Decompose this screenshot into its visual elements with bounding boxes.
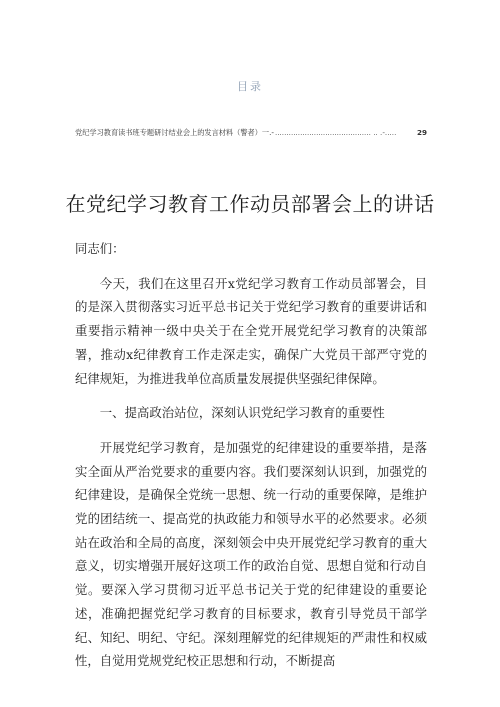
- salutation: 同志们：: [75, 241, 125, 256]
- document-body: [75, 237, 427, 673]
- section-paragraph: 开展党纪学习教育，是加强党的纪律建设的重要举措，是落实全面从严治党要求的重要内容。我们要深刻认识到，加强党的纪律建设，是确保全党统一思想、统一行动的重要保障，是维护党的团结统一、提高党的执政能力和领导水平的必然要求。必须站在政治和全局的高度，深刻领会中央开展党纪学习教育的重大意义，切实增强开展好这项工作的政治自觉、思想自觉和行动自觉。要深入学习贯彻习近平总书记关于党的纪律建设的重要论述，准确把握党纪学习教育的目标要求，教育引导党员干部学纪、知纪、明纪、守纪。深刻理解党的纪律规矩的严肃性和权威性，自觉用党规党纪校正思想和行动，不断提高: [75, 439, 427, 669]
- intro-paragraph: 今天，我们在这里召开x党纪学习教育工作动员部署会，目的是深入贯彻落实习近平总书记关于党纪学习教育的重要讲话和重要指示精神一级中央关于在全党开展党纪学习教育的决策部署，推动x纪律教育工作走深走实，确保广大党员干部严守党的纪律规矩，为推进我单位高质量发展提供坚强纪律保障。: [75, 275, 427, 386]
- toc-heading: 目录: [237, 80, 263, 93]
- toc-entry-leader: .......................................... .. .-.....: [274, 128, 397, 137]
- toc-entry[interactable]: [75, 128, 427, 138]
- toc-entry-page-number: 29: [416, 128, 427, 137]
- section-heading: 一、提高政治站位，深刻认识党纪学习教育的重要性: [99, 405, 385, 421]
- document-title: 在党纪学习教育工作动员部署会上的讲话: [65, 192, 435, 216]
- toc-entry-title: 党纪学习教育读书班专题研讨结业会上的发言材料（警者）一.-: [75, 128, 274, 137]
